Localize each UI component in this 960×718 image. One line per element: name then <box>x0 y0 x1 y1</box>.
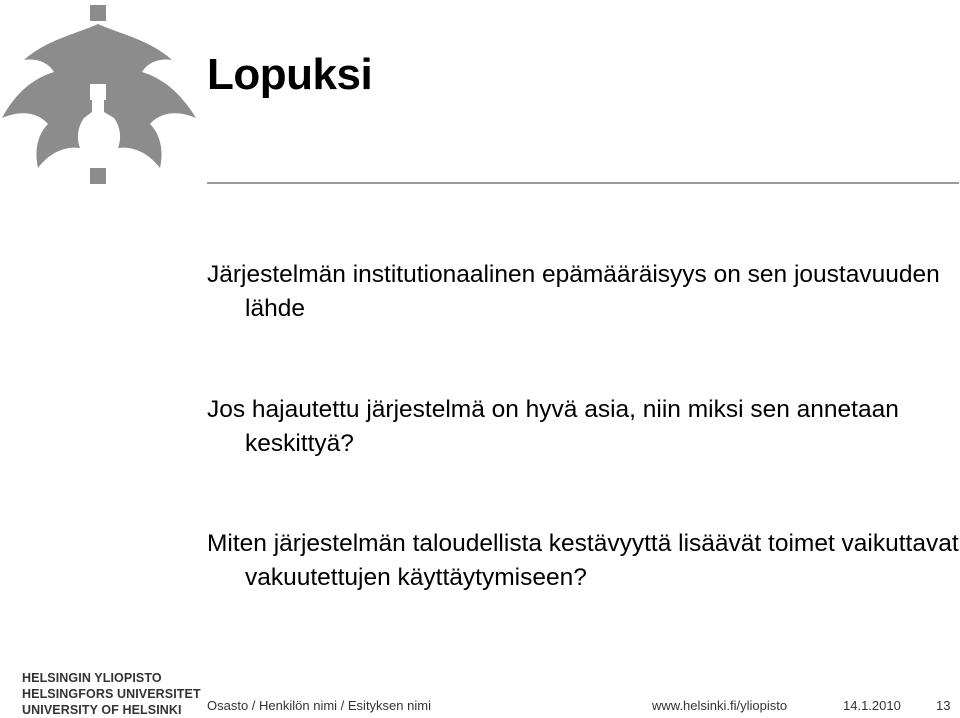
slide-title: Lopuksi <box>207 50 373 99</box>
footer-breadcrumb: Osasto / Henkilön nimi / Esityksen nimi <box>207 698 431 713</box>
university-wordmark <box>22 670 201 718</box>
bullet-point: Jos hajautettu järjestelmä on hyvä asia, niin miksi sen annetaan keskittyä? <box>207 396 899 457</box>
wordmark-english: UNIVERSITY OF HELSINKI <box>22 703 182 717</box>
footer-url[interactable]: www.helsinki.fi/yliopisto <box>652 698 788 713</box>
footer-date: 14.1.2010 <box>843 698 901 713</box>
bullet-point: Miten järjestelmän taloudellista kestävyyttä lisäävät toimet vaikuttavat vakuutettujen käyttäytymiseen? <box>207 530 959 591</box>
title-divider <box>207 182 959 184</box>
page-number: 13 <box>936 698 951 713</box>
wordmark-finnish: HELSINGIN YLIOPISTO <box>22 671 162 685</box>
wordmark-swedish: HELSINGFORS UNIVERSITET <box>22 687 201 701</box>
bullet-point: Järjestelmän institutionaalinen epämääräisyys on sen joustavuuden lähde <box>207 261 940 322</box>
helsinki-flame-logo-icon <box>0 0 200 195</box>
